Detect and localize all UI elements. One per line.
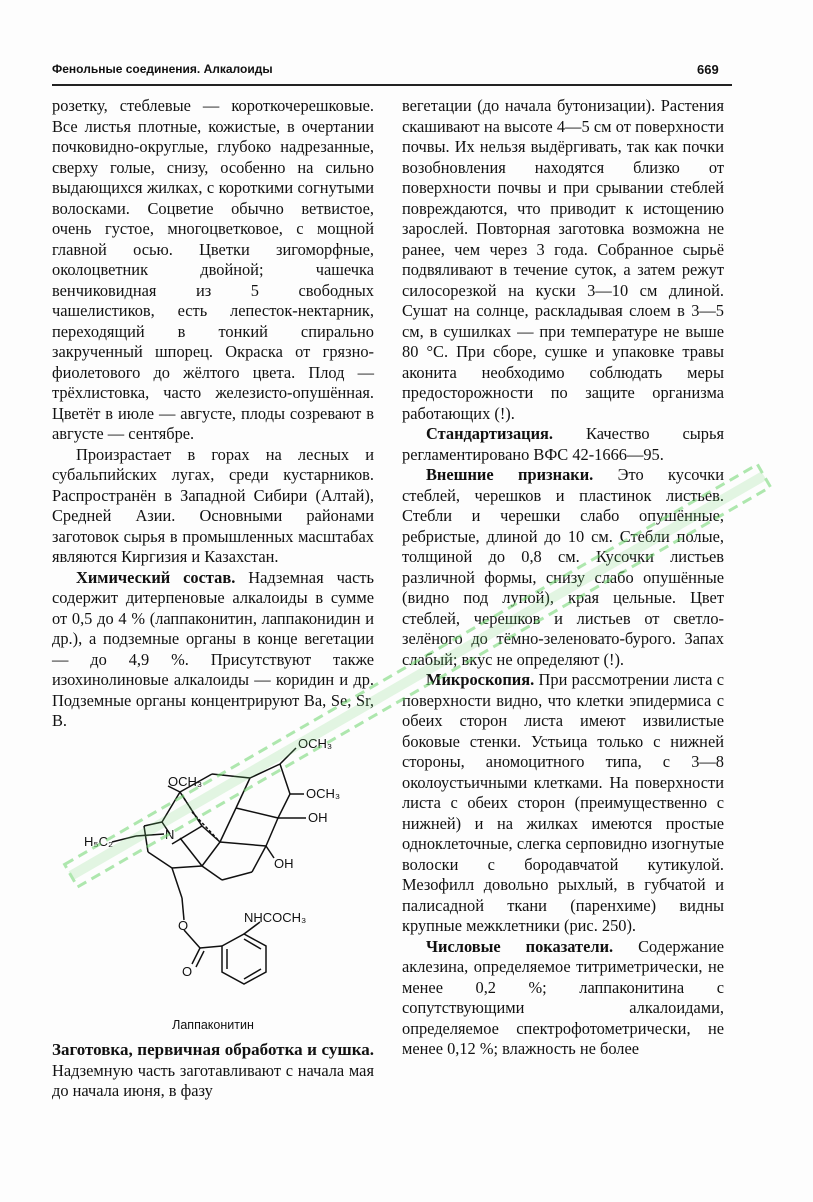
label-oh-right: OH xyxy=(308,810,328,825)
paragraph-numeric xyxy=(402,937,724,1060)
section-heading-numeric: Числовые показатели. xyxy=(426,936,614,956)
label-oxygen-carbonyl: O xyxy=(182,964,193,979)
label-och3-top: OCH₃ xyxy=(298,736,333,751)
paragraph-harvest-cont: вегетации (до начала бутонизации). Растения скашивают на высоте 4—5 см от поверхности почвы. Их нельзя выдёргивать, так как почки возобновления находятся близко от поверхности почвы и при срывании стеблей повреждаются, что приводит к истощению зарослей. Повторная заготовка возможна не ранее, чем через 3 года. Собранное сырьё подвяливают в течение суток, а затем режут силосорезкой на куски 3—10 см длиной. Сушат на солнце, раскладывая слоем в 3—5 см, в сушилках — при температуре не выше 80 °C. При сборе, сушке и упаковке травы аконита необходимо соблюдать меры предосторожности по защите организма работающих (!). xyxy=(402,96,724,423)
microscopy-text: При рассмотрении листа с поверхности видно, что клетки эпидермиса с обеих сторон листа имеют извилистые боковые стенки. Устьица только с нижней стороны, аномоцитного типа, с 3—8 околоустьичными клетками. На поверхности листа с обеих сторон (преимущественно с нижней) и на жилках имеются простые одноклеточные, слегка серповидно изогнутые волоски с бородавчатой кутикулой. Мезофилл довольно рыхлый, в губчатой и палисадной ткани (паренхиме) видны крупные межклетники (рис. 250). xyxy=(402,670,724,935)
paragraph-microscopy xyxy=(402,670,724,937)
label-och3-left: OCH₃ xyxy=(168,774,203,789)
standard-text: Качество сырья регламентировано ВФС 42-1666—95. xyxy=(402,424,724,464)
label-nitrogen: N xyxy=(165,827,175,842)
left-column xyxy=(52,96,374,732)
section-heading-chemistry: Химический состав. xyxy=(76,567,236,587)
paragraph-harvest xyxy=(52,1040,374,1102)
label-amide: NHCOCH₃ xyxy=(244,910,307,925)
page-number: 669 xyxy=(697,62,719,77)
section-heading-harvest: Заготовка, первичная обработка и сушка. xyxy=(52,1040,374,1059)
label-och3-right: OCH₃ xyxy=(306,786,341,801)
paragraph-external xyxy=(402,465,724,670)
paragraph-standard xyxy=(402,424,724,465)
right-column xyxy=(402,96,724,1060)
label-oxygen-ester: O xyxy=(178,918,189,933)
running-header-title: Фенольные соединения. Алкалоиды xyxy=(52,62,273,76)
left-column-harvest xyxy=(52,1040,374,1102)
label-ethyl: H₅C₂ xyxy=(84,834,114,849)
lappaconitine-structure xyxy=(52,734,374,1034)
structure-caption: Лаппаконитин xyxy=(172,1018,254,1032)
chemistry-text: Надземная часть содержит дитерпеновые алкалоиды в сумме от 0,5 до 4 % (лаппаконитин, лаппаконидин и др.), а подземные органы в конце вегетации — до 4,9 %. Присутствуют также изохинолиновые алкалоиды — коридин и др. Подземные органы концентрируют Ba, Se, Sr, B. xyxy=(52,567,374,730)
label-oh-bottom: OH xyxy=(274,856,294,871)
numeric-text: Содержание аклезина, определяемое титриметрически, не менее 0,2 %; лаппаконитина с сопутствующими алкалоидами, определяемое спектрофотометрически, не менее 0,12 %; влажность не более xyxy=(402,936,724,1058)
paragraph-distribution: Произрастает в горах на лесных и субальпийских лугах, среди кустарников. Распространён в Западной Сибири (Алтай), Средней Азии. Основными районами заготовок сырья в промышленных масштабах являются Киргизия и Казахстан. xyxy=(52,444,374,566)
external-text: Это кусочки стеблей, черешков и пластинок листьев. Стебли и черешки слабо опушённые, ребристые, длиной до 10 см. Стебли полые, толщиной до 0,8 см. Кусочки листьев различной формы, снизу слабо опушённые (видно под лупой), края цельные. Цвет стеблей, черешков и листьев от светло-зелёного до тёмно-зеленовато-бурого. Запах слабый; вкус не определяют (!). xyxy=(402,465,725,669)
paragraph-description: розетку, стеблевые — короткочерешковые. Все листья плотные, кожистые, в очертании почковидно-округлые, глубоко надрезанные, сверху голые, снизу, особенно на сильно выдающихся жилках, с короткими согнутыми волосками. Соцветие обычно ветвистое, очень густое, многоцветковое, с мощной главной осью. Цветки зигоморфные, околоцветник двойной; чашечка венчиковидная из 5 свободных чашелистиков, есть лепесток-нектарник, переходящий в тонкий спирально закрученный шпорец. Окраска от грязно-фиолетового до жёлтого цвета. Плод — трёхлистовка, часто железисто-опушённая. Цветёт в июле — августе, плоды созревают в августе — сентябре. xyxy=(52,96,374,443)
paragraph-chemistry xyxy=(52,568,374,732)
header-rule xyxy=(52,84,732,86)
harvest-text: Надземную часть заготавливают с начала мая до начала июня, в фазу xyxy=(52,1060,374,1100)
section-heading-microscopy: Микроскопия. xyxy=(426,670,535,689)
section-heading-external: Внешние признаки. xyxy=(426,465,594,484)
section-heading-standard: Стандартизация. xyxy=(426,424,554,443)
